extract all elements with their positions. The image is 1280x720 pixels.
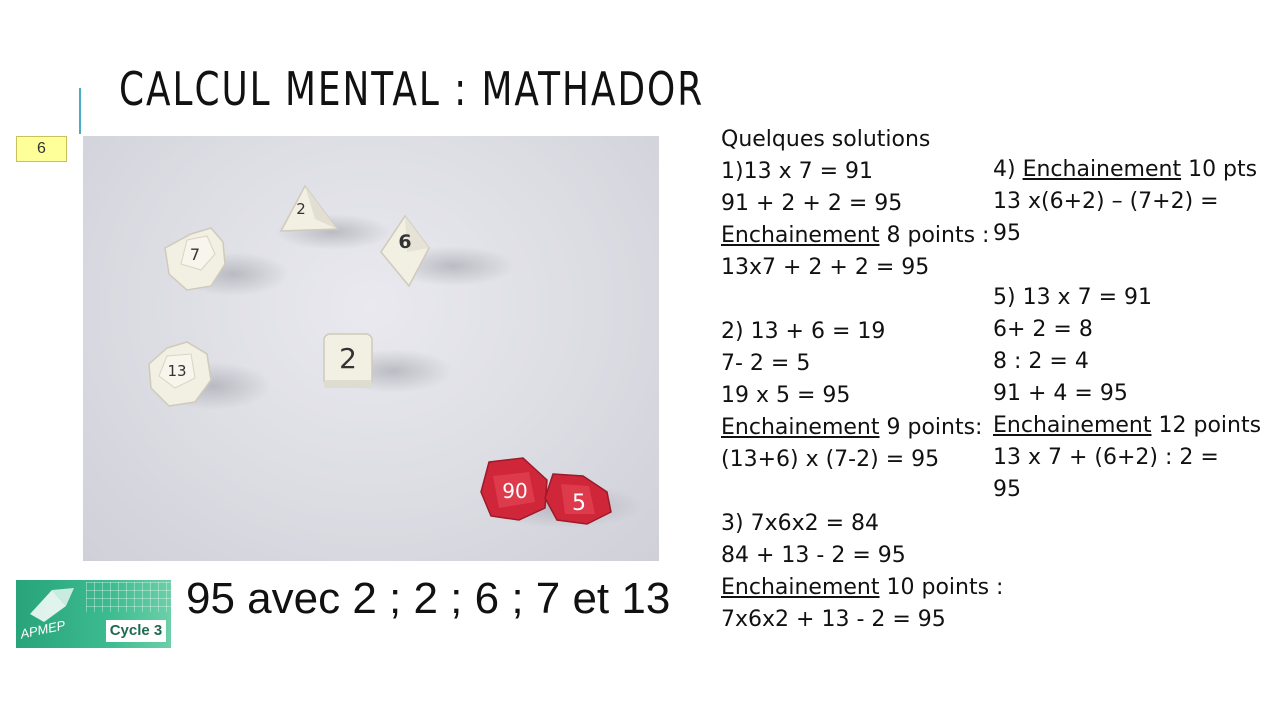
points-text: 9 points:: [879, 415, 983, 440]
solution-line: [993, 154, 1261, 186]
die-label: 13: [167, 362, 187, 380]
solution-line: [721, 572, 1003, 604]
solution-line: [721, 412, 1003, 444]
solution-line: 13 x(6+2) – (7+2) =: [993, 189, 1219, 214]
solution-line: 91 + 4 = 95: [993, 381, 1128, 406]
enchainement-label: Enchainement: [1022, 157, 1182, 182]
solution-line: 7- 2 = 5: [721, 351, 811, 376]
title-accent-line: [79, 88, 81, 134]
solution-line: 19 x 5 = 95: [721, 383, 851, 408]
points-text: 10 points :: [879, 575, 1004, 600]
spacer: [721, 476, 1003, 508]
points-text: 12 points: [1151, 413, 1262, 438]
solution-line: 95: [993, 221, 1021, 246]
solution-line: 3) 7x6x2 = 84: [721, 511, 880, 536]
slide-number-badge: 6: [16, 136, 67, 162]
solution-line: 1)13 x 7 = 91: [721, 159, 873, 184]
spacer: [993, 250, 1261, 282]
dice-illustration: [83, 136, 659, 561]
solutions-column-2: [993, 154, 1261, 506]
enchainement-label: Enchainement: [721, 415, 880, 440]
die-d10-percentile: [481, 458, 547, 520]
problem-caption: 95 avec 2 ; 2 ; 6 ; 7 et 13: [186, 574, 671, 623]
solution-line: 7x6x2 + 13 - 2 = 95: [721, 607, 946, 632]
logo-grid-pattern: [86, 582, 171, 612]
solution-line: [721, 220, 1003, 252]
solution-line: 5) 13 x 7 = 91: [993, 285, 1152, 310]
die-d4: [281, 186, 337, 231]
solution-line: 91 + 2 + 2 = 95: [721, 191, 903, 216]
die-label: 6: [398, 231, 412, 253]
solution-line: 13 x 7 + (6+2) : 2 =: [993, 445, 1219, 470]
solution-line: 84 + 13 - 2 = 95: [721, 543, 906, 568]
die-label: 5: [572, 491, 586, 516]
solution-line: 13x7 + 2 + 2 = 95: [721, 255, 930, 280]
die-label: 2: [296, 200, 306, 218]
solution-number: 4): [993, 157, 1023, 182]
logo-cycle-label: Cycle 3: [106, 620, 166, 642]
solution-line: [993, 410, 1261, 442]
die-d10: [545, 474, 611, 524]
solution-line: 95: [993, 477, 1021, 502]
die-label: 7: [189, 245, 201, 264]
enchainement-label: Enchainement: [721, 223, 880, 248]
points-text: 10 pts: [1181, 157, 1258, 182]
solutions-column-1: [721, 124, 1003, 636]
die-label: 90: [502, 479, 528, 503]
solution-line: 8 : 2 = 4: [993, 349, 1089, 374]
solution-line: 2) 13 + 6 = 19: [721, 319, 886, 344]
enchainement-label: Enchainement: [721, 575, 880, 600]
slide-title: CALCUL MENTAL : MATHADOR: [119, 62, 705, 116]
die-d6: [324, 334, 372, 388]
enchainement-label: Enchainement: [993, 413, 1152, 438]
solution-line: Quelques solutions: [721, 127, 931, 152]
die-label: 2: [339, 342, 357, 375]
logo-name: APMEP: [18, 617, 67, 642]
dice-photo: [83, 136, 659, 561]
solution-line: (13+6) x (7-2) = 95: [721, 447, 940, 472]
points-text: 8 points :: [879, 223, 990, 248]
apmep-logo: [16, 580, 171, 648]
solution-line: 6+ 2 = 8: [993, 317, 1093, 342]
spacer: [721, 284, 1003, 316]
